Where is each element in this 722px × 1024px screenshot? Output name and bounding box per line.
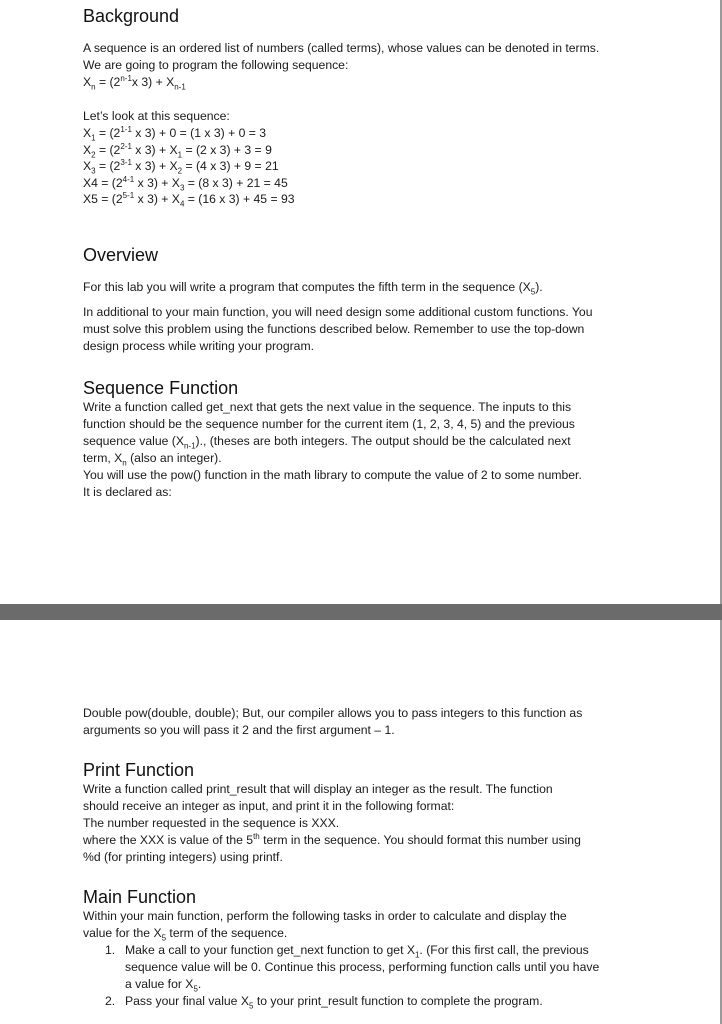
overview-para2-line1: In additional to your main function, you will need design some additional custom functions. You <box>83 305 593 319</box>
page-gap <box>0 604 722 620</box>
background-heading: Background <box>83 6 180 26</box>
term-x2: $X_2 = (2^{2-1}$ x $3) + X_1 = (2$ x 3) + 3 = 9 <box>83 141 272 159</box>
look-line: Let’s look at this sequence: <box>83 109 230 123</box>
continuation-line2: arguments so you will pass it 2 and the first argument – 1. <box>83 723 395 737</box>
overview-para2-line2: must solve this problem using the functions described below. Remember to use the top-down <box>83 322 585 336</box>
list-item-number: 1. <box>105 943 116 957</box>
overview-line1: For this lab you will write a program that computes the fifth term in the sequence $(X_5)$. <box>83 280 543 297</box>
mainfn-line2: value for the $X_5$ term of the sequence. <box>83 926 288 943</box>
printfn-line4: where the XXX is value of the 5th term in the sequence. You should format this number using <box>83 831 581 847</box>
list-item: 1. Make a call to your function get_next function to get $X_1$. (For this first call, the previous sequence value will be 0. Continue this process, performing function calls until you have a value for $X_5$. <box>105 943 600 994</box>
printfn-line2: should receive an integer as input, and print it in the following format: <box>83 799 455 813</box>
print-function-heading: Print Function <box>83 760 195 780</box>
seqfn-line1: Write a function called get_next that gets the next value in the sequence. The inputs to this <box>83 400 572 414</box>
seqfn-line3: sequence value $(X_{n-1})$., (theses are both integers. The output should be the calculated next <box>83 434 571 451</box>
printfn-line1: Write a function called print_result that will display an integer as the result. The function <box>83 782 553 796</box>
seqfn-line2: function should be the sequence number for the current item (1, 2, 3, 4, 5) and the previous <box>83 417 575 431</box>
background-section <box>83 5 643 208</box>
seqfn-line5: You will use the pow() function in the math library to compute the value of 2 to some number. <box>83 468 582 482</box>
sequence-function-section <box>83 377 643 501</box>
printfn-line3: The number requested in the sequence is XXX. <box>83 816 340 830</box>
term-x1: $X_1 = (2^{1-1}$ x 3) + 0 = (1 x 3) + 0 = 3 <box>83 124 267 143</box>
overview-heading: Overview <box>83 245 159 265</box>
seqfn-line4: term, $X_n$ (also an integer). <box>83 451 222 468</box>
term-x5: $X5 = (2^{5-1}$ x $3) + X_4 = (16$ x 3) + 45 = 93 <box>83 190 295 209</box>
term-x4: $X4 = (2^{4-1}$ x $3) + X_3 = (8$ x 3) + 21 = 45 <box>83 174 288 192</box>
background-intro-line2: We are going to program the following sequence: <box>83 58 349 72</box>
term-x3: $X_3 = (2^{3-1}$ x $3) + X_2 = (4$ x 3) + 9 = 21 <box>83 157 279 176</box>
list-item-number: 2. <box>105 994 116 1008</box>
document-page-2 <box>0 620 722 1024</box>
mainfn-line1: Within your main function, perform the following tasks in order to calculate and display the <box>83 909 567 923</box>
main-steps-list <box>83 942 643 1010</box>
continuation-line1: Double pow(double, double); But, our compiler allows you to pass integers to this function as <box>83 706 583 720</box>
overview-section <box>83 244 643 355</box>
background-intro-line1: A sequence is an ordered list of numbers (called terms), whose values can be denoted in terms. <box>83 41 600 55</box>
main-function-section <box>83 886 643 1010</box>
list-item: 2. Pass your final value $X_5$ to your print_result function to complete the program. <box>105 994 543 1011</box>
sequence-formula: $X_n = (2^{n-1}x$ $3) + X_{n-1}$ <box>83 73 186 92</box>
main-function-heading: Main Function <box>83 887 197 907</box>
overview-para2-line3: design process while writing your program. <box>83 339 314 353</box>
print-function-section <box>83 759 643 866</box>
sequence-function-heading: Sequence Function <box>83 378 239 398</box>
seqfn-line6: It is declared as: <box>83 485 172 499</box>
printfn-line5: %d (for printing integers) using printf. <box>83 850 283 864</box>
continuation-section <box>83 705 643 739</box>
